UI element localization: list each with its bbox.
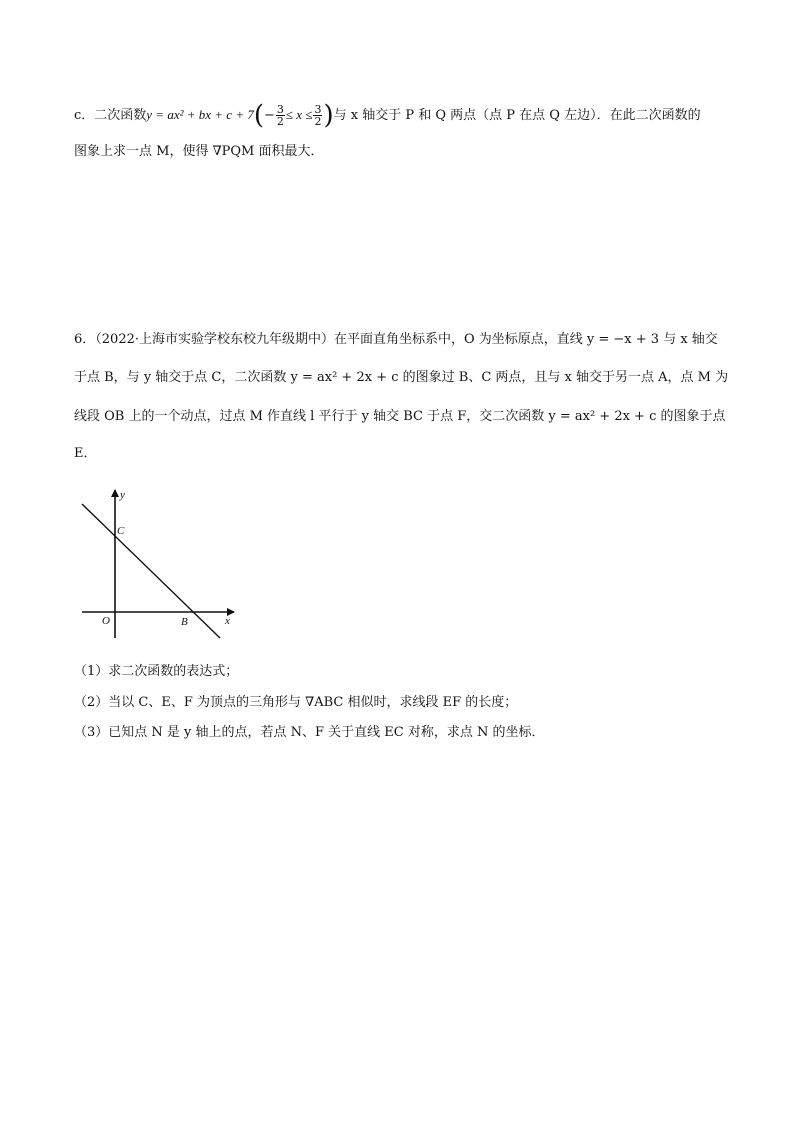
problem-5c-function: y = ax² + bx + c + 7 [146,107,254,122]
domain-minus: − [264,108,275,123]
problem-5c-prefix: c．二次函数 [74,108,147,123]
fraction-numerator: 3 [314,103,322,116]
problem-5c-line-2: 图象上求一点 M，使得 ∇PQM 面积最大． [74,144,324,159]
fraction-denominator: 2 [276,115,284,128]
question-3: （3）已知点 N 是 y 轴上的点，若点 N、F 关于直线 EC 对称，求点 N 的坐标． [74,725,545,740]
coordinate-figure [80,486,240,644]
point-c-label: C [117,525,125,537]
problem-6-line-4: E． [74,446,97,461]
question-1: （1）求二次函数的表达式； [74,664,239,679]
fraction-denominator: 2 [314,115,322,128]
fraction-three-halves-left [276,104,285,127]
fraction-numerator: 3 [276,103,284,116]
x-axis-label: x [225,615,230,627]
origin-label: O [102,615,110,627]
domain-open-paren: ( [253,100,265,131]
problem-6-line-3: 线段 OB 上的一个动点，过点 M 作直线 l 平行于 y 轴交 BC 于点 F，交二次函数 y = ax² + 2x + c 的图象于点 [74,409,726,424]
problem-5c-line-1 [74,100,701,131]
domain-close-paren: ) [323,100,334,131]
fraction-three-halves-right [313,104,322,127]
problem-6-line-2: 于点 B，与 y 轴交于点 C，二次函数 y = ax² + 2x + c 的图象过 B、C 两点，且与 x 轴交于另一点 A，点 M 为 [74,370,729,385]
question-2: （2）当以 C、E、F 为顶点的三角形与 ∇ABC 相似时，求线段 EF 的长度； [74,695,518,710]
domain-inequality: ≤ x ≤ [285,107,313,122]
problem-5c-suffix: 与 x 轴交于 P 和 Q 两点（点 P 在点 Q 左边）．在此二次函数的 [333,108,701,123]
y-axis-label: y [120,489,125,501]
point-b-label: B [181,616,188,628]
problem-6-line-1: 6．（2022·上海市实验学校东校九年级期中）在平面直角坐标系中，O 为坐标原点，直线 y = −x + 3 与 x 轴交 [74,332,718,347]
